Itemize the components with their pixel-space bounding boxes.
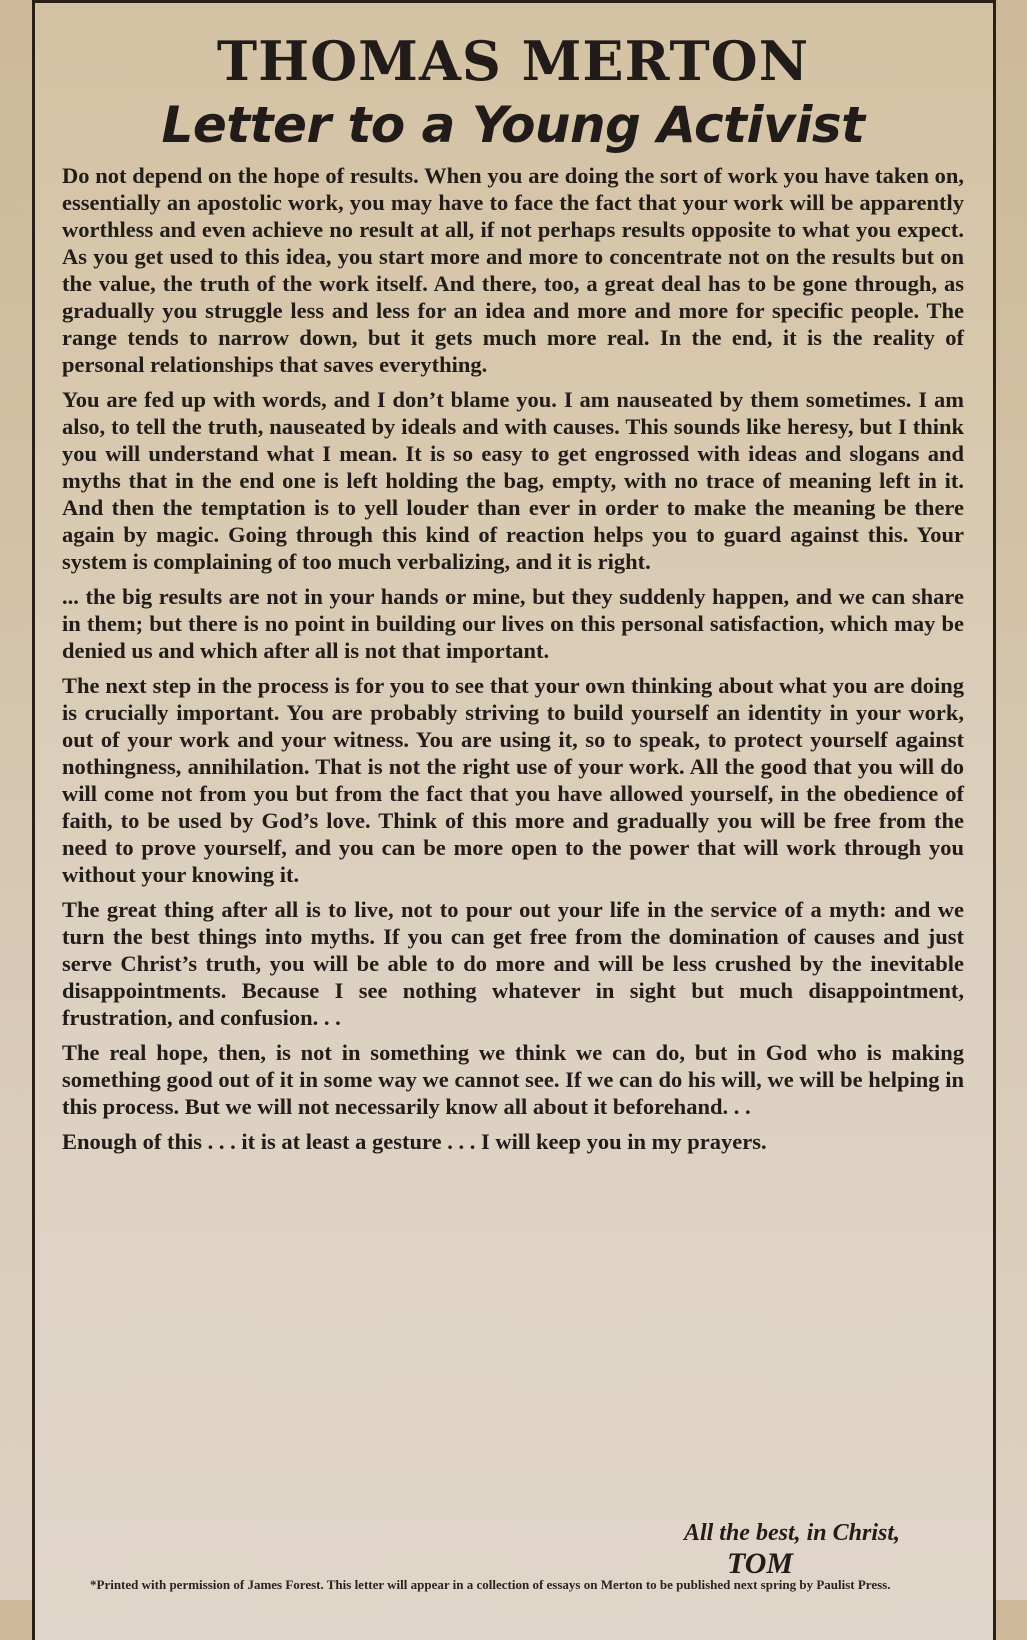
paragraph-7: Enough of this . . . it is at least a gesture . . . I will keep you in my prayers. (62, 1129, 767, 1154)
article-title: Letter to a Young Activist (161, 96, 865, 154)
author-heading: THOMAS MERTON (216, 29, 810, 93)
paragraph-2: You are fed up with words, and I don’t blame you. I am nauseated by them sometimes. I am also, to tell the truth, nauseated by ideals and with causes. This sounds like heresy, but I think you will understand what I mean. It is so easy to get engrossed with ideas and slogans and myths that in the end one is left holding the bag, empty, with no trace of meaning left in it. And then the temptation is to yell louder than ever in order to make the meaning be there again by magic. Going through this kind of reaction helps you to guard against this. Your system is complaining of too much verbalizing, and it is right. (62, 387, 964, 574)
article (62, 20, 964, 1163)
signature: TOM (726, 1547, 794, 1580)
paragraph-4: The next step in the process is for you to see that your own thinking about what you are doing is crucially important. You are probably striving to build yourself an identity in your work, out of your work and your witness. You are using it, so to speak, to protect yourself against nothingness, annihilation. That is not the right use of your work. All the good that you will do will come not from you but from the fact that you have allowed yourself, in the obedience of faith, to be used by God’s love. Think of this more and gradually you will be free from the need to prove yourself, and you can be more open to the power that will work through you without your knowing it. (62, 673, 964, 887)
footnote: *Printed with permission of James Forest. This letter will appear in a collection of essays on Merton to be published next spring by Paulist Press. (90, 1577, 891, 1592)
paragraph-6: The real hope, then, is not in something we think we can do, but in God who is making something good out of it in some way we cannot see. If we can do his will, we will be helping in this process. But we will not necessarily know all about it beforehand. . . (62, 1040, 964, 1119)
paragraph-5: The great thing after all is to live, not to pour out your life in the service of a myth: and we turn the best things into myths. If you can get free from the domination of causes and just serve Christ’s truth, you will be able to do more and will be less crushed by the inevitable disappointments. Because I see nothing whatever in sight but much disappointment, frustration, and confusion. . . (62, 897, 964, 1030)
closing-line: All the best, in Christ, (683, 1520, 900, 1546)
paragraph-3: ... the big results are not in your hands or mine, but they suddenly happen, and we can share in them; but there is no point in building our lives on this personal satisfaction, which may be denied us and which after all is not that important. (62, 584, 964, 663)
paragraph-1: Do not depend on the hope of results. When you are doing the sort of work you have taken on, essentially an apostolic work, you may have to face the fact that your work will be apparently worthless and even achieve no result at all, if not perhaps results opposite to what you expect. As you get used to this idea, you start more and more to concentrate not on the results but on the value, the truth of the work itself. And there, too, a great deal has to be gone through, as gradually you struggle less and less for an idea and more and more for specific people. The range tends to narrow down, but it gets much more real. In the end, it is the reality of personal relationships that saves everything. (62, 163, 964, 377)
